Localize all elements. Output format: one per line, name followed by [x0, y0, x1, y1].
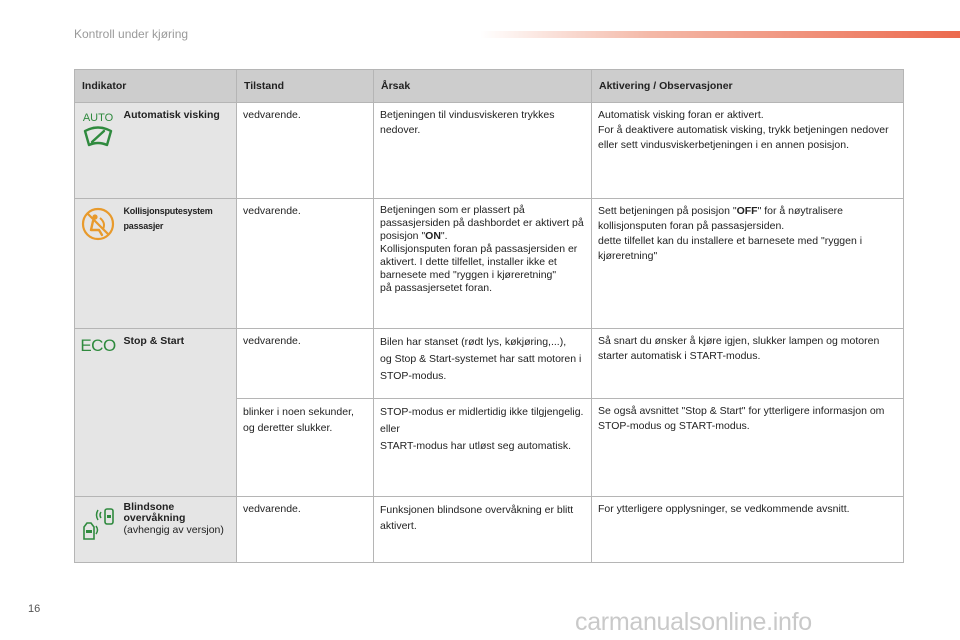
- passenger-airbag-off-icon: [79, 234, 117, 246]
- indicator-name-text: Kollisjonsputesystem passasjer: [123, 206, 213, 231]
- action-cell: Automatisk visking foran er aktivert. For å deaktivere automatisk visking, trykk betjeningen nedover eller sett vindusviskerbetjeningen i en annen posisjon.: [592, 103, 904, 199]
- watermark: carmanualsonline.info: [575, 608, 812, 636]
- cause-cell: Betjeningen til vindusviskeren trykkes nedover.: [374, 103, 592, 199]
- eco-icon: [78, 336, 118, 358]
- action-text-part: " for å nøytralisere kollisjonsputen foran på passasjersiden. dette tilfellet kan du installere et barnesete med "ryggen i kjøreretning": [598, 205, 863, 262]
- cause-text-part: Betjeningen som er plassert på passasjersiden på dashbordet er aktivert på posisjon ": [380, 204, 584, 242]
- action-cell: [592, 199, 904, 329]
- action-text-off: OFF: [736, 205, 758, 217]
- state-cell: blinker i noen sekunder, og deretter slukker.: [237, 399, 374, 497]
- indicator-name: [122, 199, 237, 329]
- header-accent-bar: [480, 31, 960, 38]
- column-header-indicator: Indikator: [75, 70, 237, 103]
- indicator-table: [74, 69, 904, 563]
- action-text-part: Sett betjeningen på posisjon ": [598, 205, 737, 217]
- indicator-name-text: Blindsone overvåkning: [123, 501, 186, 524]
- table-row: [75, 103, 904, 199]
- indicator-icon-cell: [75, 329, 122, 497]
- column-header-action: Aktivering / Observasjoner: [592, 70, 904, 103]
- indicator-name-note: (avhengig av versjon): [123, 524, 224, 536]
- table-row: [75, 497, 904, 563]
- indicator-name: Stop & Start: [122, 329, 237, 497]
- state-cell: vedvarende.: [237, 103, 374, 199]
- indicator-icon-cell: [75, 199, 122, 329]
- page-header-title: Kontroll under kjøring: [74, 27, 189, 41]
- indicator-icon-cell: [75, 103, 122, 199]
- action-cell: Så snart du ønsker å kjøre igjen, slukker lampen og motoren starter automatisk i START-modus.: [592, 329, 904, 399]
- state-cell: vedvarende.: [237, 329, 374, 399]
- state-cell: vedvarende.: [237, 199, 374, 329]
- auto-wiper-icon-label: AUTO: [83, 112, 114, 124]
- column-header-cause: Årsak: [374, 70, 592, 103]
- auto-wiper-icon: [80, 112, 116, 154]
- table-row: [75, 329, 904, 399]
- state-cell: vedvarende.: [237, 497, 374, 563]
- indicator-name: Automatisk visking: [122, 103, 237, 199]
- page-number: 16: [28, 603, 41, 615]
- cause-text-part: ". Kollisjonsputen foran på passasjersiden er aktivert. I dette tilfellet, installer ikke et barnesete med "ryggen i kjøreretning" på passasjersetet foran.: [380, 230, 578, 294]
- table-row: [75, 199, 904, 329]
- table-header-row: [75, 70, 904, 103]
- column-header-state: Tilstand: [237, 70, 374, 103]
- action-cell: For ytterligere opplysninger, se vedkommende avsnitt.: [592, 497, 904, 563]
- blind-spot-icon: [78, 534, 118, 546]
- cause-cell: STOP-modus er midlertidig ikke tilgjengelig. eller START-modus har utløst seg automatisk.: [374, 399, 592, 497]
- indicator-icon-cell: [75, 497, 122, 563]
- cause-cell: Bilen har stanset (rødt lys, køkjøring,...), og Stop & Start-systemet har satt motoren i STOP-modus.: [374, 329, 592, 399]
- cause-cell: [374, 199, 592, 329]
- cause-text-on: ON: [425, 230, 441, 242]
- eco-icon-label: ECO: [80, 336, 116, 355]
- indicator-name: [122, 497, 237, 563]
- cause-cell: Funksjonen blindsone overvåkning er blitt aktivert.: [374, 497, 592, 563]
- action-cell: Se også avsnittet "Stop & Start" for ytterligere informasjon om STOP-modus og START-modus.: [592, 399, 904, 497]
